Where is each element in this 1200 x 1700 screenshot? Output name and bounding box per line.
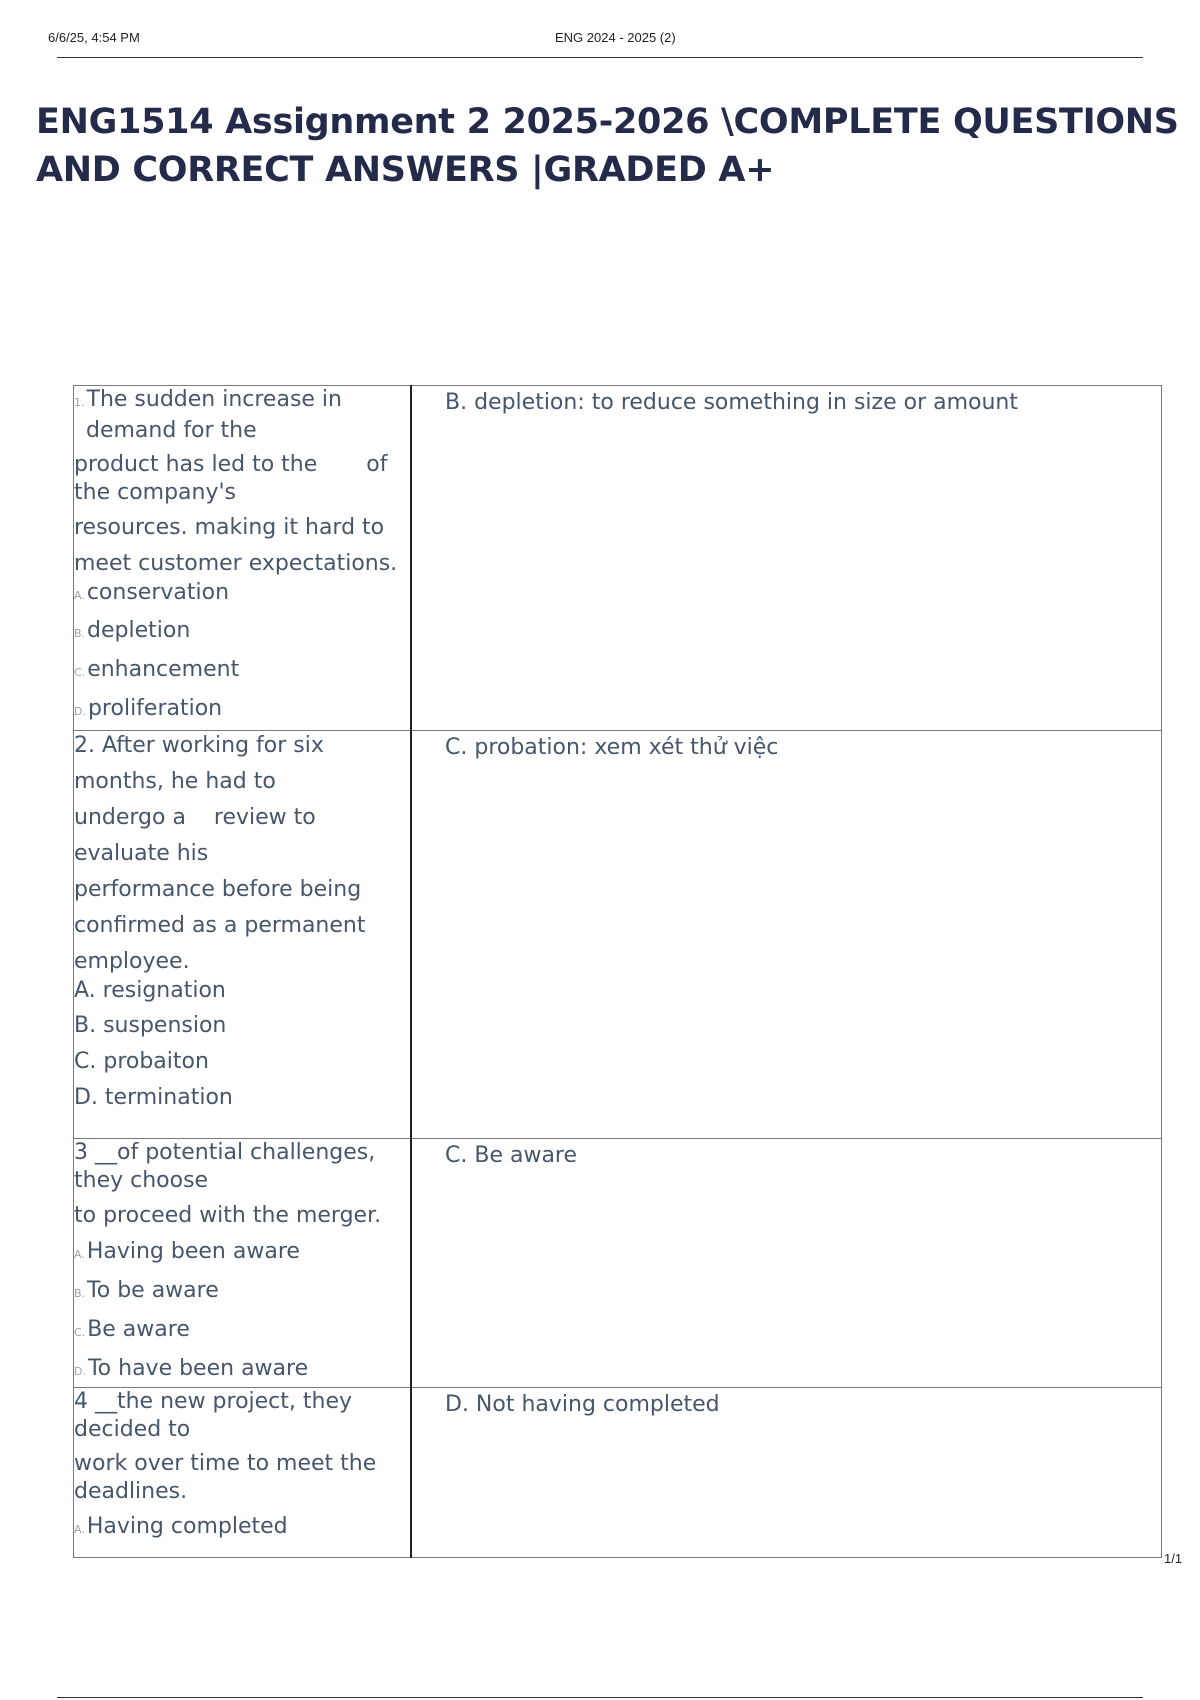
header-divider	[57, 57, 1143, 58]
page-number: 1/1	[1164, 1551, 1183, 1566]
option-c: C.enhancement	[74, 657, 240, 682]
option-a: A. resignation	[74, 978, 226, 1003]
answer-cell	[411, 386, 1162, 731]
question-line: to proceed with the merger.	[74, 1203, 382, 1228]
answer-text: C. Be aware	[445, 1143, 578, 1168]
print-datetime: 6/6/25, 4:54 PM	[48, 30, 140, 45]
question-line: meet customer expectations.	[74, 551, 398, 576]
question-line: resources. making it hard to	[74, 515, 385, 540]
table-row	[74, 386, 1162, 731]
option-d: D. termination	[74, 1085, 233, 1110]
question-line: deadlines.	[74, 1479, 188, 1504]
question-cell	[74, 386, 412, 731]
table-row	[74, 1139, 1162, 1388]
table-row	[74, 1388, 1162, 1558]
option-c: C. probaiton	[74, 1049, 209, 1074]
option-b: B.depletion	[74, 618, 191, 643]
question-cell	[74, 1388, 412, 1558]
question-line: demand for the	[86, 418, 257, 443]
answer-text: D. Not having completed	[445, 1392, 720, 1417]
footer-divider	[57, 1697, 1143, 1698]
question-number: 1.	[74, 396, 85, 409]
print-doc-name: ENG 2024 - 2025 (2)	[555, 30, 676, 45]
answer-text: B. depletion: to reduce something in size or amount	[445, 390, 1018, 415]
answer-cell	[411, 1388, 1162, 1558]
option-a: A.conservation	[74, 580, 230, 605]
option-d: D.proliferation	[74, 696, 223, 721]
option-a: A.Having been aware	[74, 1239, 300, 1264]
answer-cell	[411, 731, 1162, 1139]
option-a: A.Having completed	[74, 1514, 288, 1539]
print-header	[48, 30, 1144, 50]
answer-cell	[411, 1139, 1162, 1388]
question-line: months, he had to	[74, 769, 276, 794]
option-c: C.Be aware	[74, 1317, 190, 1342]
question-line: product has led to the of	[74, 452, 388, 477]
qa-table	[73, 385, 1162, 1558]
question-line: performance before being	[74, 877, 362, 902]
document-title: ENG1514 Assignment 2 2025-2026 \COMPLETE QUESTIONS AND CORRECT ANSWERS |GRADED A+	[36, 102, 1179, 190]
question-line: employee.	[74, 949, 190, 974]
question-line: the company's	[74, 480, 237, 505]
question-cell	[74, 1139, 412, 1388]
question-line: they choose	[74, 1168, 209, 1193]
question-cell	[74, 731, 412, 1139]
question-line: 4 __the new project, they	[74, 1389, 353, 1414]
table-row	[74, 731, 1162, 1139]
question-line: work over time to meet the	[74, 1451, 377, 1476]
question-line: decided to	[74, 1417, 191, 1442]
option-b: B. suspension	[74, 1013, 227, 1038]
question-line: evaluate his	[74, 841, 209, 866]
question-line: 2. After working for six	[74, 733, 324, 758]
question-line: confirmed as a permanent	[74, 913, 366, 938]
option-d: D.To have been aware	[74, 1356, 309, 1381]
question-line: undergo a review to	[74, 805, 316, 830]
answer-text: C. probation: xem xét thử việc	[445, 735, 779, 760]
question-line: 1.The sudden increase in	[74, 387, 342, 412]
question-line: 3 __of potential challenges,	[74, 1140, 376, 1165]
option-b: B.To be aware	[74, 1278, 219, 1303]
